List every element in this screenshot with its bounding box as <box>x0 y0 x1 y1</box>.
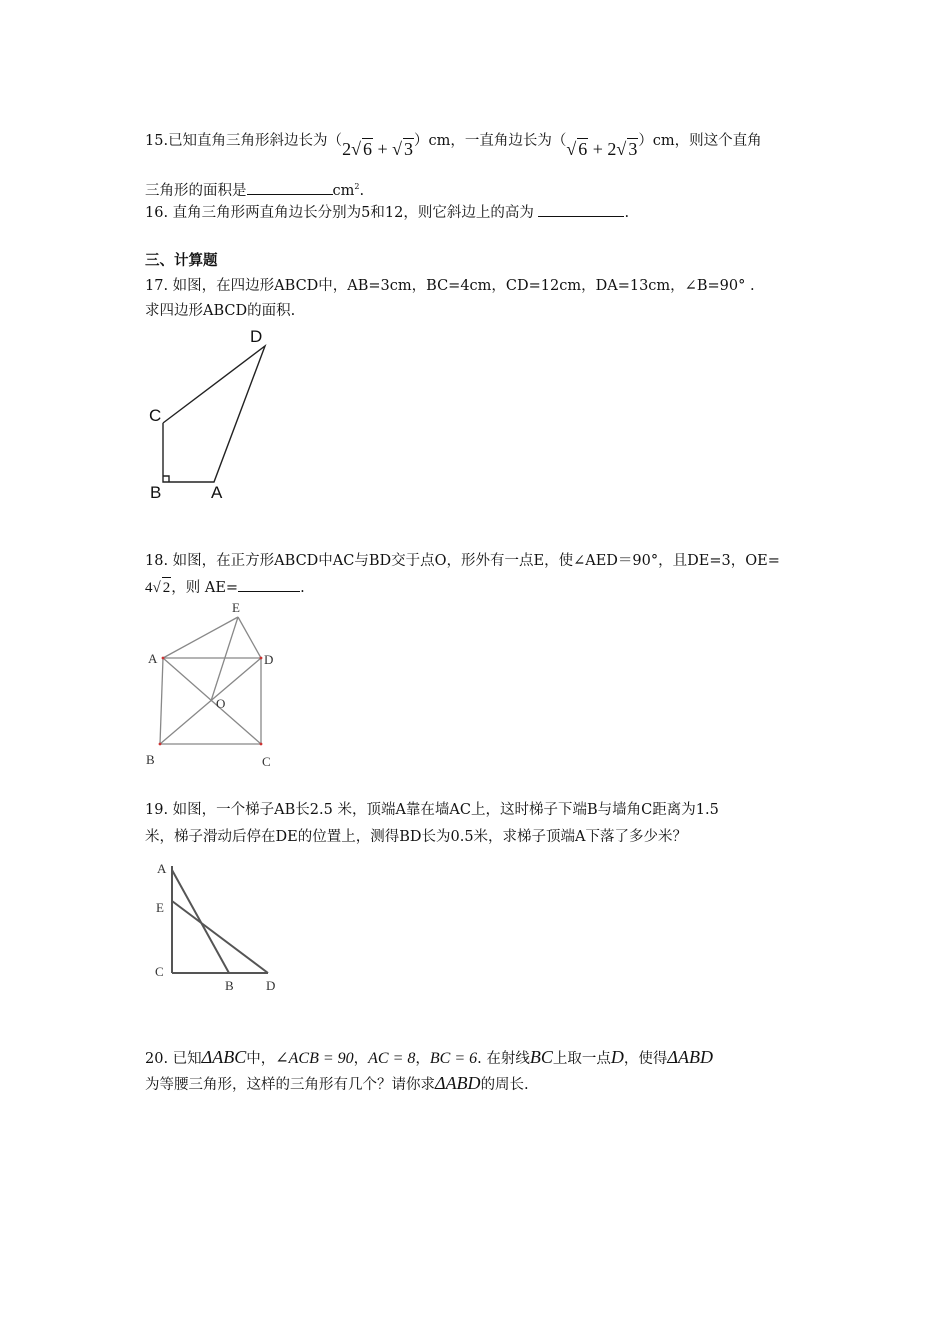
q15-unit: cm <box>332 182 355 199</box>
q20-bc: BC = 6 <box>429 1050 478 1067</box>
q15-number: 15. <box>145 133 169 149</box>
q20-line1 <box>145 1047 810 1069</box>
q20-text3: ， <box>353 1051 369 1067</box>
q18-dot-b <box>159 743 162 746</box>
q17-label-b: B <box>150 483 162 502</box>
q18-period: . <box>300 580 305 596</box>
q16-period: . <box>624 205 630 221</box>
q15-text3: ）cm，则这个直角 <box>638 133 762 149</box>
q19-ladder-ed <box>172 901 268 973</box>
q15-coef: 2 <box>342 139 352 159</box>
q19-ladder-ab <box>172 870 229 973</box>
q18-segment-ae <box>163 617 238 658</box>
q18-text: ，则 AE= <box>171 580 239 596</box>
q19-label-b: B <box>225 978 234 993</box>
q17-line2: 求四边形ABCD的面积. <box>145 303 296 319</box>
q16-answer-blank[interactable] <box>538 202 624 217</box>
q20-angle: ∠ACB = 90 <box>275 1050 354 1067</box>
q15-answer-blank[interactable] <box>247 180 333 195</box>
q15-plus: + <box>377 139 388 159</box>
q15-unit-exponent: 2 <box>354 182 360 191</box>
q18-label-b: B <box>146 752 155 767</box>
q20-text2: 中， <box>246 1051 276 1067</box>
q18-coef: 4 <box>145 580 153 596</box>
q15-rad2: 3 <box>404 139 413 159</box>
q20-point-d: D <box>610 1047 624 1067</box>
q20-ac: AC = 8 <box>368 1050 416 1067</box>
q20-text5: . 在射线 <box>477 1051 530 1067</box>
q20-triangle-abd-2: ΔABD <box>435 1073 481 1093</box>
q15-line2-text: 三角形的面积是 <box>145 182 247 199</box>
q18-segment-de <box>238 617 261 658</box>
q18-label-c: C <box>262 754 271 769</box>
q16-text: 16. 直角三角形两直角边长分别为5和12，则它斜边上的高为 <box>145 205 539 221</box>
q17-label-a: A <box>211 483 223 502</box>
q18-side-ab <box>160 658 163 744</box>
q18-segment-oe <box>211 617 238 701</box>
q18-label-a: A <box>148 651 158 666</box>
q15-text2: ）cm，一直角边长为（ <box>414 133 567 149</box>
q18-label-e: E <box>232 600 240 615</box>
q18-radicand: 2 <box>162 577 172 598</box>
q15-rad1: 6 <box>362 139 372 159</box>
q18-answer-blank[interactable] <box>238 577 300 592</box>
q19-line2: 米，梯子滑动后停在DE的位置上，测得BD长为0.5米，求梯子顶端A下落了多少米？ <box>145 829 688 845</box>
q19-label-d: D <box>266 978 276 993</box>
q16-line <box>145 202 810 223</box>
q17-line1: 17. 如图，在四边形ABCD中，AB=3cm，BC=4cm，CD=12cm，DA=13cm，∠B=90° . <box>145 278 755 294</box>
q15-rad4: 3 <box>628 139 638 159</box>
q15-line1 <box>145 128 810 159</box>
q20-line2-end: 的周长. <box>480 1077 529 1093</box>
q18-diagonal-bd <box>160 658 261 744</box>
q19-label-a: A <box>157 861 167 876</box>
q19-label-e: E <box>156 900 164 915</box>
q15-leg-expr: √ 6 + 2√ 3 <box>566 139 638 159</box>
q20-line2 <box>145 1073 810 1095</box>
q15-hypotenuse-expr: 2√ 6 + √ 3 <box>342 139 413 159</box>
q15-text1: 已知直角三角形斜边长为（ <box>168 133 343 149</box>
q20-ray: BC <box>529 1047 553 1067</box>
q15-period: . <box>359 182 365 199</box>
q15-line2 <box>145 177 810 201</box>
q17-label-c: C <box>149 406 162 425</box>
q18-dot-c <box>260 743 263 746</box>
q20-text6: 上取一点 <box>552 1051 611 1067</box>
section-heading: 三、计算题 <box>145 253 218 269</box>
q19-line1: 19. 如图，一个梯子AB长2.5 米，顶端A靠在墙AC上，这时梯子下端B与墙角C距离为1.5 <box>145 802 719 818</box>
q17-right-angle-mark <box>163 476 169 482</box>
q18-dot-a <box>162 657 165 660</box>
q15-rad3: 6 <box>578 139 588 159</box>
q15-plus-two: + 2 <box>592 139 617 159</box>
q20-text4: ， <box>415 1051 430 1067</box>
q17-label-d: D <box>250 327 263 346</box>
q20-triangle-abc: ΔABC <box>201 1047 247 1067</box>
q18-line1: 18. 如图，在正方形ABCD中AC与BD交于点O，形外有一点E，使∠AED＝90°，且DE=3，OE= <box>145 553 780 569</box>
q19-label-c: C <box>155 964 164 979</box>
q20-text7: ，使得 <box>623 1051 668 1067</box>
q18-diagonal-ac <box>163 658 261 744</box>
q18-label-o: O <box>216 696 226 711</box>
q17-quadrilateral <box>163 346 265 482</box>
q20-triangle-abd: ΔABD <box>667 1047 713 1067</box>
q18-label-d: D <box>264 652 274 667</box>
q20-text1: 20. 已知 <box>145 1051 202 1067</box>
q20-line2-text: 为等腰三角形，这样的三角形有几个？请你求 <box>145 1077 435 1093</box>
q18-dot-d <box>260 657 263 660</box>
q18-line2: 4√ 2，则 AE= . <box>145 577 810 598</box>
